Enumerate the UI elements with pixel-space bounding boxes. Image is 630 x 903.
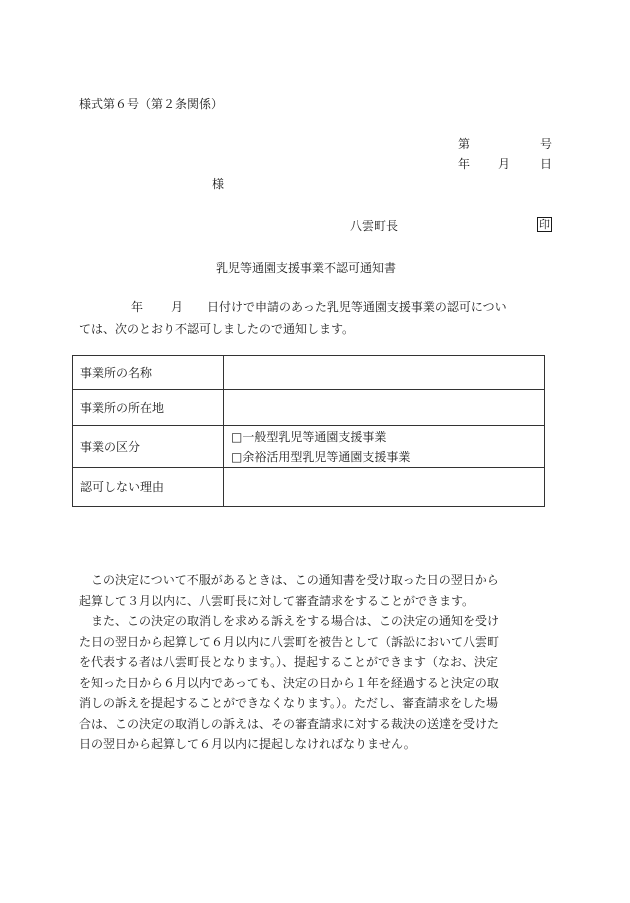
intro-line-1-tail: 日付けで申請のあった乳児等通園支援事業の認可につい — [207, 300, 507, 314]
intro-paragraph — [79, 296, 551, 340]
facility-address-label: 事業所の所在地 — [73, 390, 224, 426]
issuer-name: 八雲町長 — [350, 219, 399, 233]
notice-line: を代表する者は八雲町長となります。）、提起することができます（なお、決定 — [79, 655, 499, 669]
notice-line: 起算して３月以内に、八雲町長に対して審査請求をすることができます。 — [79, 593, 475, 608]
business-type-label: 事業の区分 — [73, 426, 224, 468]
notice-line: この決定について不服があるときは、この通知書を受け取った日の翌日から — [91, 573, 499, 587]
facility-name-label: 事業所の名称 — [73, 356, 224, 390]
intro-line-1 — [79, 296, 551, 318]
notice-line: 合は、この決定の取消しの訴えは、その審査請求に対する裁決の送達を受けた — [79, 716, 500, 731]
intro-line-2: ては、次のとおり不認可しましたので通知します。 — [79, 322, 355, 336]
notice-line: を知った日から６月以内であっても、決定の日から１年を経過すると決定の取 — [79, 675, 499, 690]
appeal-notice — [79, 570, 551, 755]
business-type-option-spare-capacity: □余裕活用型乳児等通園支援事業 — [231, 449, 411, 464]
document-title: 乳児等通園支援事業不認可通知書 — [216, 261, 397, 275]
document-number-suffix: 号 — [540, 137, 553, 151]
application-table — [72, 355, 545, 507]
table-row — [73, 426, 545, 468]
intro-month: 月 — [171, 300, 184, 314]
date-day-label: 日 — [540, 157, 553, 171]
document-number-prefix: 第 — [458, 137, 471, 151]
rejection-reason-label: 認可しない理由 — [73, 468, 224, 507]
notice-line: た日の翌日から起算して６月以内に八雲町を被告として（訴訟において八雲町 — [79, 634, 500, 649]
facility-address-value — [224, 390, 545, 426]
notice-line: 消しの訴えを提起することができなくなります。）。ただし、審査請求をした場 — [79, 696, 499, 710]
notice-line: また、この決定の取消しを求める訴えをする場合は、この決定の通知を受け — [91, 614, 500, 628]
form-number: 様式第６号（第２条関係） — [79, 97, 224, 111]
notice-line: 日の翌日から起算して６月以内に提起しなければなりません。 — [79, 737, 416, 751]
intro-year: 年 — [131, 300, 144, 314]
addressee-suffix: 様 — [212, 177, 225, 191]
date-month-label: 月 — [498, 157, 511, 171]
business-type-option-general: □一般型乳児等通園支援事業 — [231, 429, 387, 444]
table-row — [73, 356, 545, 390]
table-row — [73, 390, 545, 426]
date-year-label: 年 — [458, 157, 471, 171]
rejection-reason-value — [224, 468, 545, 507]
seal-stamp: 印 — [539, 218, 550, 231]
business-type-options — [224, 426, 545, 468]
table-row — [73, 468, 545, 507]
facility-name-value — [224, 356, 545, 390]
